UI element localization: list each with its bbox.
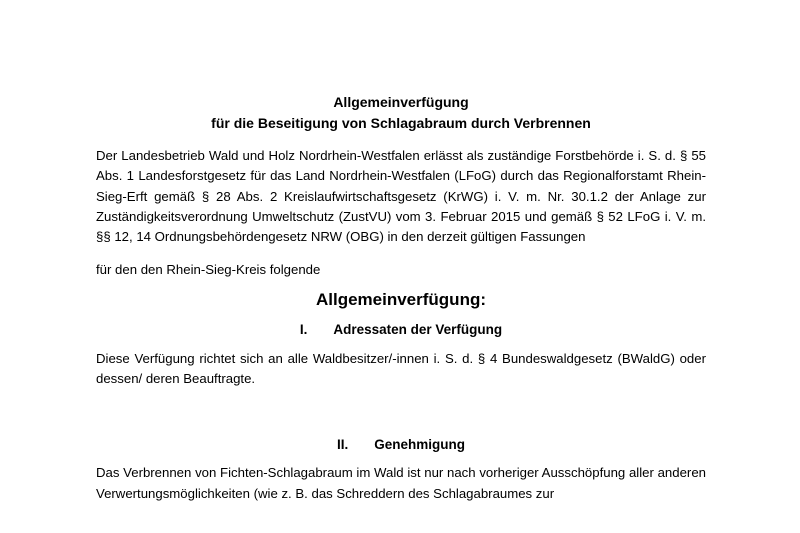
section-text-1: Diese Verfügung richtet sich an alle Waldbesitzer/-innen i. S. d. § 4 Bundeswaldgesetz (BWaldG) oder dessen/ deren Beauftragte. xyxy=(96,350,706,387)
section-title-1: Adressaten der Verfügung xyxy=(333,321,503,337)
title-line-1: Allgemeinverfügung xyxy=(333,94,469,110)
title-line-2: für die Beseitigung von Schlagabraum durch Verbrennen xyxy=(211,115,591,131)
section-number-2: II. xyxy=(336,437,349,453)
main-heading: Allgemeinverfügung: xyxy=(315,289,486,309)
section-heading-2 xyxy=(96,435,706,455)
intro-paragraph: Der Landesbetrieb Wald und Holz Nordrhein-Westfalen erlässt als zuständige Forstbehörde i. S. d. § 55 Abs. 1 Landesforstgesetz für das Land Nordrhein-Westfalen (LFoG) durch das Regionalforstamt Rhein-Sieg-Erft gemäß § 28 Abs. 2 Kreislaufwirtschaftsgesetz (KrWG) i. V. m. Nr. 30.1.2 der Anlage zur Zuständigkeitsverordnung Umweltschutz (ZustVU) vom 3. Februar 2015 und gemäß § 52 LFoG i. V. m. §§ 12, 14 Ordnungsbehördengesetz NRW (OBG) in den derzeit gültigen Fassungen xyxy=(96,148,706,245)
recipient-line: für den den Rhein-Sieg-Kreis folgende xyxy=(96,262,321,278)
section-title-2: Genehmigung xyxy=(374,437,465,453)
document-title xyxy=(96,92,706,134)
section-text-2: Das Verbrennen von Fichten-Schlagabraum im Wald ist nur nach vorheriger Ausschöpfung aller anderen Verwertungsmöglichkeiten (wie z. B. das Schreddern des Schlagabraumes zur xyxy=(96,465,706,501)
section-number-1: I. xyxy=(299,321,308,337)
section-heading-1 xyxy=(96,320,706,340)
document-page xyxy=(96,92,706,504)
